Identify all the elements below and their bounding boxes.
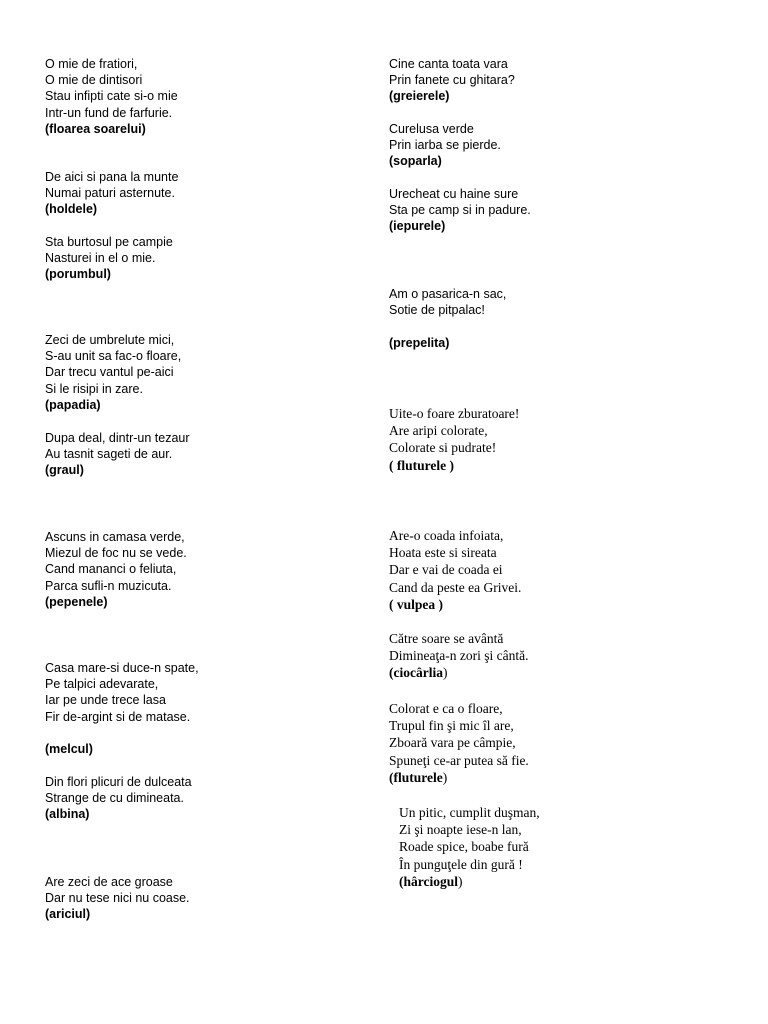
riddle-answer: (ariciul): [45, 907, 91, 922]
riddle-fluturele-2: [389, 700, 529, 786]
riddle-answer: (holdele): [45, 202, 98, 217]
riddle-answer: (papadia): [45, 397, 101, 412]
riddle-line: Are-o coada infoiata,: [389, 528, 504, 543]
riddle-vulpea: [389, 527, 521, 613]
riddle-line: Cand mananci o feliuta,: [45, 562, 177, 577]
riddle-line: În punguţele din gură !: [399, 856, 523, 872]
riddle-line: Colorate si pudrate!: [389, 440, 497, 456]
riddle-line: O mie de fratiori,: [45, 57, 138, 71]
riddle-line: S-au unit sa fac-o floare,: [45, 349, 182, 364]
riddle-line: Dar nu tese nici nu coase.: [45, 891, 190, 906]
riddle-answer: ( fluturele ): [389, 457, 454, 473]
riddle-graul: [45, 430, 190, 479]
riddle-line: Stau infipti cate si-o mie: [45, 89, 178, 104]
riddle-line: Numai paturi asternute.: [45, 186, 175, 201]
riddle-answer: (greierele): [389, 89, 450, 104]
riddle-floarea-soarelui: [45, 56, 178, 137]
riddle-prepelita-answer-block: [389, 335, 449, 351]
riddle-papadia: [45, 332, 181, 413]
riddle-line: Casa mare-si duce-n spate,: [45, 661, 199, 675]
riddle-line: Ascuns in camasa verde,: [45, 530, 185, 544]
riddle-line: De aici si pana la munte: [45, 170, 179, 184]
riddle-fluturele-1: [389, 405, 519, 474]
riddle-line: Urecheat cu haine sure: [389, 187, 519, 201]
riddle-line: Prin iarba se pierde.: [389, 138, 501, 153]
riddle-line: Uite-o foare zburatoare!: [389, 406, 520, 421]
riddle-line: Colorat e ca o floare,: [389, 701, 503, 716]
riddle-melcul: [45, 660, 199, 725]
riddle-line: Nasturei in el o mie.: [45, 251, 156, 266]
riddle-ciocarlia: [389, 630, 528, 682]
riddle-line: Zeci de umbrelute mici,: [45, 333, 175, 347]
riddle-line: Zi şi noapte iese-n lan,: [399, 822, 522, 838]
riddle-line: Miezul de foc nu se vede.: [45, 546, 187, 561]
riddle-line: Roade spice, boabe fură: [399, 839, 529, 855]
riddle-answer-paren: ): [442, 769, 448, 785]
riddle-ariciul: [45, 874, 190, 923]
riddle-answer: [399, 873, 540, 890]
riddle-line: O mie de dintisori: [45, 73, 143, 88]
riddle-answer: [389, 664, 528, 681]
riddle-answer-word: (ciocârlia: [389, 665, 443, 681]
riddle-line: Cand da peste ea Grivei.: [389, 579, 522, 595]
riddle-answer: (melcul): [45, 742, 93, 756]
riddle-line: Sta pe camp si in padure.: [389, 203, 531, 218]
riddle-line: Fir de-argint si de matase.: [45, 709, 191, 724]
riddle-greierele: [389, 56, 515, 105]
riddle-melcul-answer-block: [45, 741, 93, 757]
riddle-answer: (graul): [45, 463, 84, 478]
riddle-porumbul: [45, 234, 173, 283]
riddle-line: Hoata este si sireata: [389, 545, 497, 561]
riddle-answer: (pepenele): [45, 594, 108, 609]
riddle-soparla: [389, 121, 501, 170]
riddle-line: Cine canta toata vara: [389, 57, 508, 71]
riddle-answer-paren: ): [458, 873, 463, 889]
riddle-line: Dar trecu vantul pe-aici: [45, 365, 174, 380]
riddle-line: Intr-un fund de farfurie.: [45, 105, 173, 120]
riddle-line: Din flori plicuri de dulceata: [45, 775, 192, 789]
riddle-line: Un pitic, cumplit duşman,: [399, 805, 540, 820]
riddle-pepenele: [45, 529, 187, 610]
riddle-holdele: [45, 169, 178, 218]
riddle-line: Strange de cu dimineata.: [45, 791, 184, 806]
riddle-line: Si le risipi in zare.: [45, 381, 143, 396]
riddle-answer-word: (fluturele: [389, 769, 443, 785]
riddle-answer: (prepelita): [389, 336, 450, 350]
riddle-line: Curelusa verde: [389, 122, 474, 136]
riddle-answer: [389, 769, 529, 786]
riddle-line: Am o pasarica-n sac,: [389, 287, 507, 301]
riddle-answer: ( vulpea ): [389, 596, 443, 612]
riddle-line: Trupul fin şi mic îl are,: [389, 718, 514, 734]
riddle-line: Sta burtosul pe campie: [45, 235, 173, 249]
riddle-line: Pe talpici adevarate,: [45, 677, 159, 692]
riddle-prepelita: [389, 286, 506, 318]
riddle-harciogul: [399, 804, 540, 890]
riddle-line: Prin fanete cu ghitara?: [389, 73, 515, 88]
riddle-line: Are zeci de ace groase: [45, 875, 173, 889]
riddle-iepurele: [389, 186, 531, 235]
riddle-line: Dar e vai de coada ei: [389, 562, 503, 578]
riddle-answer: (iepurele): [389, 219, 446, 234]
riddle-answer: (soparla): [389, 154, 442, 169]
riddle-answer-word: (hârciogul: [399, 873, 459, 889]
riddle-line: Zboară vara pe câmpie,: [389, 735, 516, 751]
riddle-albina: [45, 774, 192, 823]
riddle-line: Către soare se avântă: [389, 631, 504, 646]
riddle-line: Dimineaţa-n zori şi cântă.: [389, 648, 529, 664]
riddle-line: Au tasnit sageti de aur.: [45, 447, 173, 462]
riddle-line: Sotie de pitpalac!: [389, 303, 485, 318]
riddle-line: Spuneţi ce-ar putea să fie.: [389, 752, 529, 768]
riddle-answer: (floarea soarelui): [45, 121, 146, 136]
riddle-line: Dupa deal, dintr-un tezaur: [45, 431, 190, 445]
riddle-answer: (porumbul): [45, 267, 111, 282]
riddle-line: Are aripi colorate,: [389, 423, 488, 439]
riddle-answer: (albina): [45, 807, 90, 822]
riddle-line: Iar pe unde trece lasa: [45, 693, 166, 708]
riddle-line: Parca sufli-n muzicuta.: [45, 578, 172, 593]
riddle-answer-paren: ): [442, 665, 448, 681]
